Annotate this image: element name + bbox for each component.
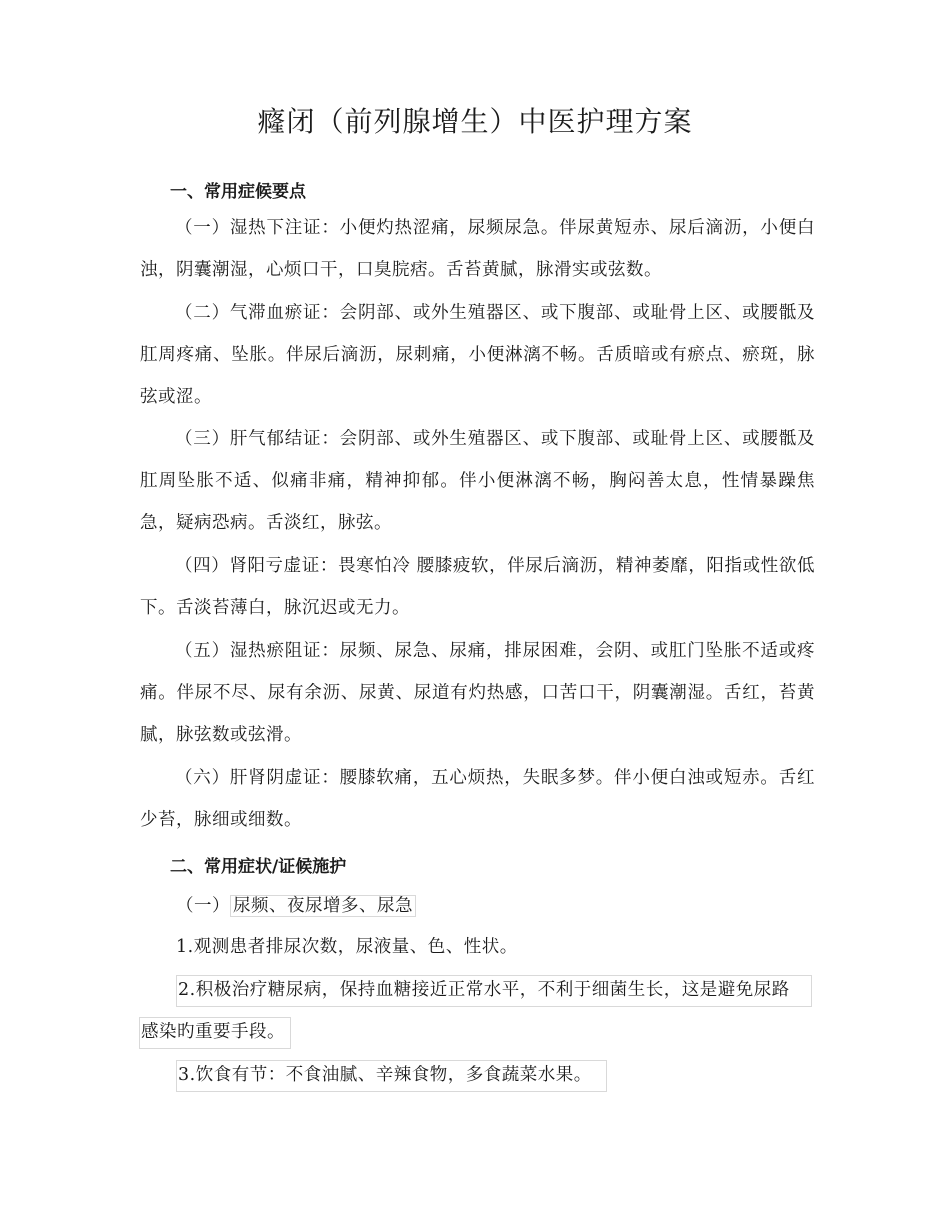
subsection-1-prefix: （一） bbox=[176, 896, 230, 916]
subsection-1 bbox=[176, 892, 416, 920]
subsection-1-title: 尿频、夜尿增多、尿急 bbox=[230, 895, 416, 917]
care-item-3: 3.饮食有节：不食油腻、辛辣食物，多食蔬菜水果。 bbox=[178, 1065, 592, 1085]
syndrome-item-4: （四）肾阳亏虚证：畏寒怕冷 腰膝疲软，伴尿后滴沥，精神萎靡，阳指或性欲低下。舌淡苔薄白，脉沉迟或无力。 bbox=[140, 556, 815, 618]
syndrome-item-5: （五）湿热瘀阻证：尿频、尿急、尿痛，排尿困难，会阴、或肛门坠胀不适或疼痛。伴尿不尽、尿有余沥、尿黄、尿道有灼热感，口苦口干，阴囊潮湿。舌红，苔黄腻，脉弦数或弦滑。 bbox=[140, 641, 815, 745]
care-item-2-line-2: 感染旳重要手段。 bbox=[141, 1022, 285, 1042]
page-title: 癃闭（前列腺增生）中医护理方案 bbox=[257, 105, 693, 138]
care-item-2-line-1: 2.积极治疗糖尿病，保持血糖接近正常水平，不利于细菌生长，这是避免尿路 bbox=[178, 980, 790, 1000]
section-heading-2: 二、常用症状/证候施护 bbox=[170, 857, 347, 877]
care-item-1: 1.观测患者排尿次数，尿液量、色、性状。 bbox=[176, 937, 518, 957]
syndrome-item-6: （六）肝肾阴虚证：腰膝软痛，五心烦热，失眠多梦。伴小便白浊或短赤。舌红少苔，脉细或细数。 bbox=[140, 768, 815, 830]
section-heading-1: 一、常用症候要点 bbox=[170, 182, 306, 202]
syndrome-item-3: （三）肝气郁结证：会阴部、或外生殖器区、或下腹部、或耻骨上区、或腰骶及肛周坠胀不适、似痛非痛，精神抑郁。伴小便淋漓不畅，胸闷善太息，性情暴躁焦急，疑病恐病。舌淡红，脉弦。 bbox=[140, 429, 815, 533]
syndrome-item-2: （二）气滞血瘀证：会阴部、或外生殖器区、或下腹部、或耻骨上区、或腰骶及肛周疼痛、坠胀。伴尿后滴沥，尿刺痛，小便淋漓不畅。舌质暗或有瘀点、瘀斑，脉弦或涩。 bbox=[140, 303, 815, 407]
syndrome-item-1: （一）湿热下注证：小便灼热涩痛，尿频尿急。伴尿黄短赤、尿后滴沥，小便白浊，阴囊潮湿，心烦口干，口臭脘痞。舌苔黄腻，脉滑实或弦数。 bbox=[140, 218, 815, 280]
